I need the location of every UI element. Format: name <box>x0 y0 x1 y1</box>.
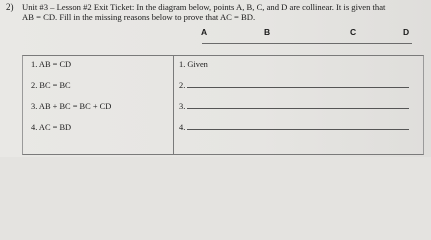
statement-number: 2. <box>31 81 38 90</box>
proof-statement-3 <box>31 102 111 111</box>
question-prompt <box>22 2 427 22</box>
collinear-line <box>202 43 412 44</box>
question-number: 2) <box>6 2 14 12</box>
proof-statement-4 <box>31 123 71 132</box>
statement-text: AB = CD <box>38 60 72 69</box>
proof-reason-1 <box>179 60 208 69</box>
statement-text: BC = BC <box>39 81 71 90</box>
reason-number: 2. <box>179 81 186 90</box>
proof-column-divider <box>173 56 174 154</box>
statement-number: 3. <box>31 102 38 111</box>
proof-reason-4 <box>179 123 409 132</box>
point-b-label: B <box>264 27 271 37</box>
reason-blank[interactable] <box>187 108 409 109</box>
statement-text: AB + BC = BC + CD <box>38 102 112 111</box>
proof-reason-2 <box>179 81 409 90</box>
proof-reason-3 <box>179 102 409 111</box>
reason-number: 3. <box>179 102 186 111</box>
reason-number: 1. <box>179 60 186 69</box>
reason-blank[interactable] <box>187 87 409 88</box>
prompt-line-2: AB = CD. Fill in the missing reasons below to prove that AC = BD. <box>22 12 256 22</box>
point-d-label: D <box>403 27 410 37</box>
statement-number: 4. <box>31 123 38 132</box>
statement-text: AC = BD <box>38 123 72 132</box>
proof-statement-2 <box>31 81 71 90</box>
reason-number: 4. <box>179 123 186 132</box>
reason-text: Given <box>187 60 208 69</box>
point-c-label: C <box>350 27 357 37</box>
prompt-line-1: Unit #3 – Lesson #2 Exit Ticket: In the diagram below, points A, B, C, and D are collinear. It is given that <box>22 2 386 12</box>
proof-table <box>22 55 424 155</box>
point-a-label: A <box>201 27 208 37</box>
reason-blank[interactable] <box>187 129 409 130</box>
statement-number: 1. <box>31 60 38 69</box>
collinear-points-diagram <box>190 27 420 47</box>
proof-statement-1 <box>31 60 71 69</box>
